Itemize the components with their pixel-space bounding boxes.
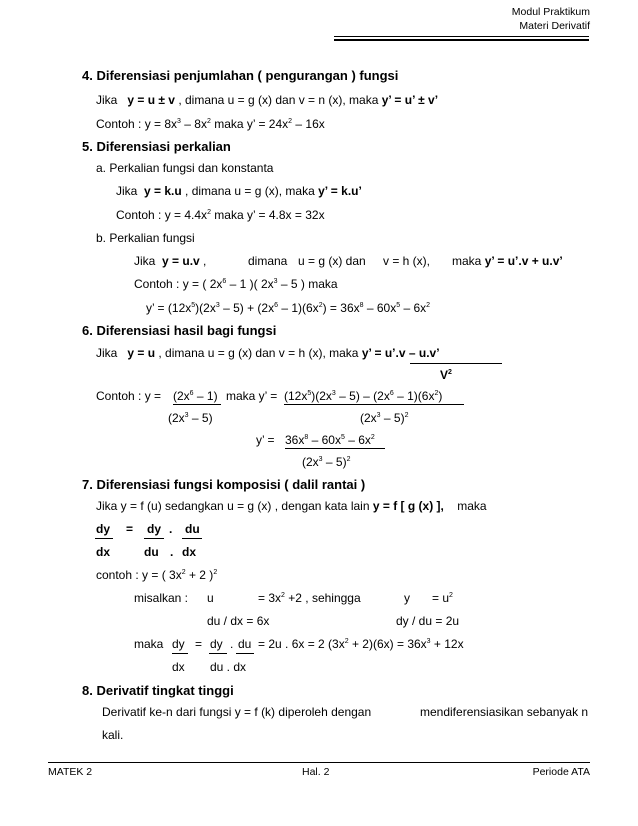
section-8-paragraph-start: Derivatif ke-n dari fungsi y = f (k) diperoleh dengan — [102, 705, 372, 719]
chain-rule-du-bottom: du — [144, 545, 159, 559]
section-7-misalkan: misalkan : — [134, 591, 189, 605]
section-5b-rule-u: u = g (x) dan — [298, 254, 366, 268]
section-5b-rule-dimana: dimana — [248, 254, 288, 268]
section-4-rule: Jika y = u ± v , dimana u = g (x) dan v = n (x), maka y’ = u’ ± v’ — [96, 93, 439, 107]
section-6-title: 6. Diferensiasi hasil bagi fungsi — [82, 323, 277, 338]
section-7-maka-du-dx: du . dx — [210, 660, 247, 674]
header-rule — [334, 36, 589, 37]
section-6-result-label: y’ = — [256, 433, 275, 447]
section-7-dy-du: dy / du = 2u — [396, 614, 460, 628]
section-7-maka-du: du — [238, 637, 252, 651]
footer-rule — [48, 762, 590, 763]
section-5b-rule-v: v = h (x), — [383, 254, 431, 268]
section-6-result-denominator: $(2x^3 - 5)^2$ — [302, 455, 351, 469]
section-6-result-fraction-bar — [285, 448, 385, 449]
section-6-example-numerator: $(2x^6 - 1)$ — [173, 389, 218, 403]
section-5b-example: Contoh : y = ( $2x^6 - 1$ )( $2x^3 - 5$ ) maka — [134, 277, 338, 291]
chain-rule-dy-right: dy — [147, 522, 162, 536]
section-6-example-label: Contoh : y = — [96, 389, 162, 403]
section-4-example: Contoh : $y = 8x^3 - 8x^2$ maka y’ = $24x^2 - 16x$ — [96, 117, 325, 131]
chain-rule-equals: = — [126, 522, 134, 536]
footer-period: Periode ATA — [532, 766, 590, 778]
section-7-maka-equals: = — [195, 637, 203, 651]
section-8-paragraph-line2: kali. — [102, 728, 124, 742]
section-7-y-def: = $u^2$ — [432, 591, 453, 605]
section-7-title: 7. Diferensiasi fungsi komposisi ( dalil rantai ) — [82, 477, 366, 492]
section-6-example-result-denominator: $(2x^3 - 5)^2$ — [360, 411, 409, 425]
section-7-maka-dx: dx — [172, 660, 185, 674]
section-5a-example: Contoh : $y = 4.4x^2$ maka y’ = 4.8x = 32x — [116, 208, 325, 222]
chain-rule-bar-1 — [95, 538, 113, 539]
section-6-result-numerator: $36x^8 - 60x^5 - 6x^2$ — [285, 433, 375, 447]
chain-rule-dot-bottom: . — [170, 545, 174, 559]
section-7-maka-bar-1 — [172, 653, 188, 654]
section-7-rule: Jika y = f (u) sedangkan u = g (x) , dengan kata lain y = f [ g (x) ], maka — [96, 499, 487, 513]
section-5a-label: a. Perkalian fungsi dan konstanta — [96, 161, 274, 175]
section-6-rule: Jika y = u , dimana u = g (x) dan v = h (x), maka y’ = u’.v – u.v’ — [96, 346, 440, 360]
section-7-maka-dy: dy — [172, 637, 185, 651]
section-7-y: y — [404, 591, 410, 605]
section-7-u-def: = $3x^2 +2$ , sehingga — [258, 591, 361, 605]
section-5-title: 5. Diferensiasi perkalian — [82, 139, 231, 154]
footer-page-number: Hal. 2 — [302, 766, 330, 778]
section-6-example-denominator: $(2x^3 - 5)$ — [168, 411, 213, 425]
chain-rule-bar-3 — [182, 538, 202, 539]
section-6-example-result-numerator: $(12x^5)(2x^3 - 5) - (2x^6 - 1)(6x^2)$ — [284, 389, 443, 403]
chain-rule-dx-bottom: dx — [182, 545, 197, 559]
section-4-title: 4. Diferensiasi penjumlahan ( pengurangan ) fungsi — [82, 68, 399, 83]
section-6-example-fraction-bar — [173, 404, 221, 405]
section-7-example: contoh : y = ( $3x^2 + 2$ )$^2$ — [96, 568, 218, 582]
chain-rule-du: du — [185, 522, 200, 536]
section-5b-label: b. Perkalian fungsi — [96, 231, 195, 245]
chain-rule-bar-2 — [144, 538, 164, 539]
section-7-maka-rest: = 2u . 6x = 2 $(3x^2 + 2)(6x) = 36x^3 + 12x$ — [258, 637, 464, 651]
section-7-maka-dot: . — [230, 637, 234, 651]
section-7-u: u — [207, 591, 214, 605]
header-subject: Materi Derivatif — [519, 20, 590, 32]
footer-course: MATEK 2 — [48, 766, 93, 778]
section-7-maka: maka — [134, 637, 164, 651]
chain-rule-dot: . — [169, 522, 173, 536]
section-8-paragraph-end: mendiferensiasikan sebanyak n — [420, 705, 589, 719]
header-module-title: Modul Praktikum — [511, 6, 590, 18]
header-rule-thick — [334, 39, 589, 41]
section-5b-rule-result: maka y’ = u’.v + u.v’ — [452, 254, 563, 268]
section-5a-rule: Jika y = k.u , dimana u = g (x), maka y’ = k.u’ — [116, 184, 362, 198]
chain-rule-dy: dy — [96, 522, 111, 536]
section-6-example-result-fraction-bar — [284, 404, 464, 405]
section-5b-rule-left: Jika y = u.v , — [134, 254, 207, 268]
section-5b-result: y’ = $(12x^5)(2x^3 - 5) + (2x^6 - 1)(6x^2) = 36x^8 - 60x^5 - 6x^2$ — [146, 301, 431, 315]
section-7-maka-dy2: dy — [210, 637, 223, 651]
section-6-example-maka: maka y’ = — [226, 389, 278, 403]
section-6-rule-denominator: $V^2$ — [440, 368, 452, 382]
section-7-maka-bar-2 — [209, 653, 227, 654]
section-7-maka-bar-3 — [236, 653, 254, 654]
section-7-du-dx: du / dx = 6x — [207, 614, 270, 628]
section-6-rule-fraction-bar — [410, 363, 502, 364]
section-8-title: 8. Derivatif tingkat tinggi — [82, 683, 234, 698]
chain-rule-dx: dx — [96, 545, 111, 559]
